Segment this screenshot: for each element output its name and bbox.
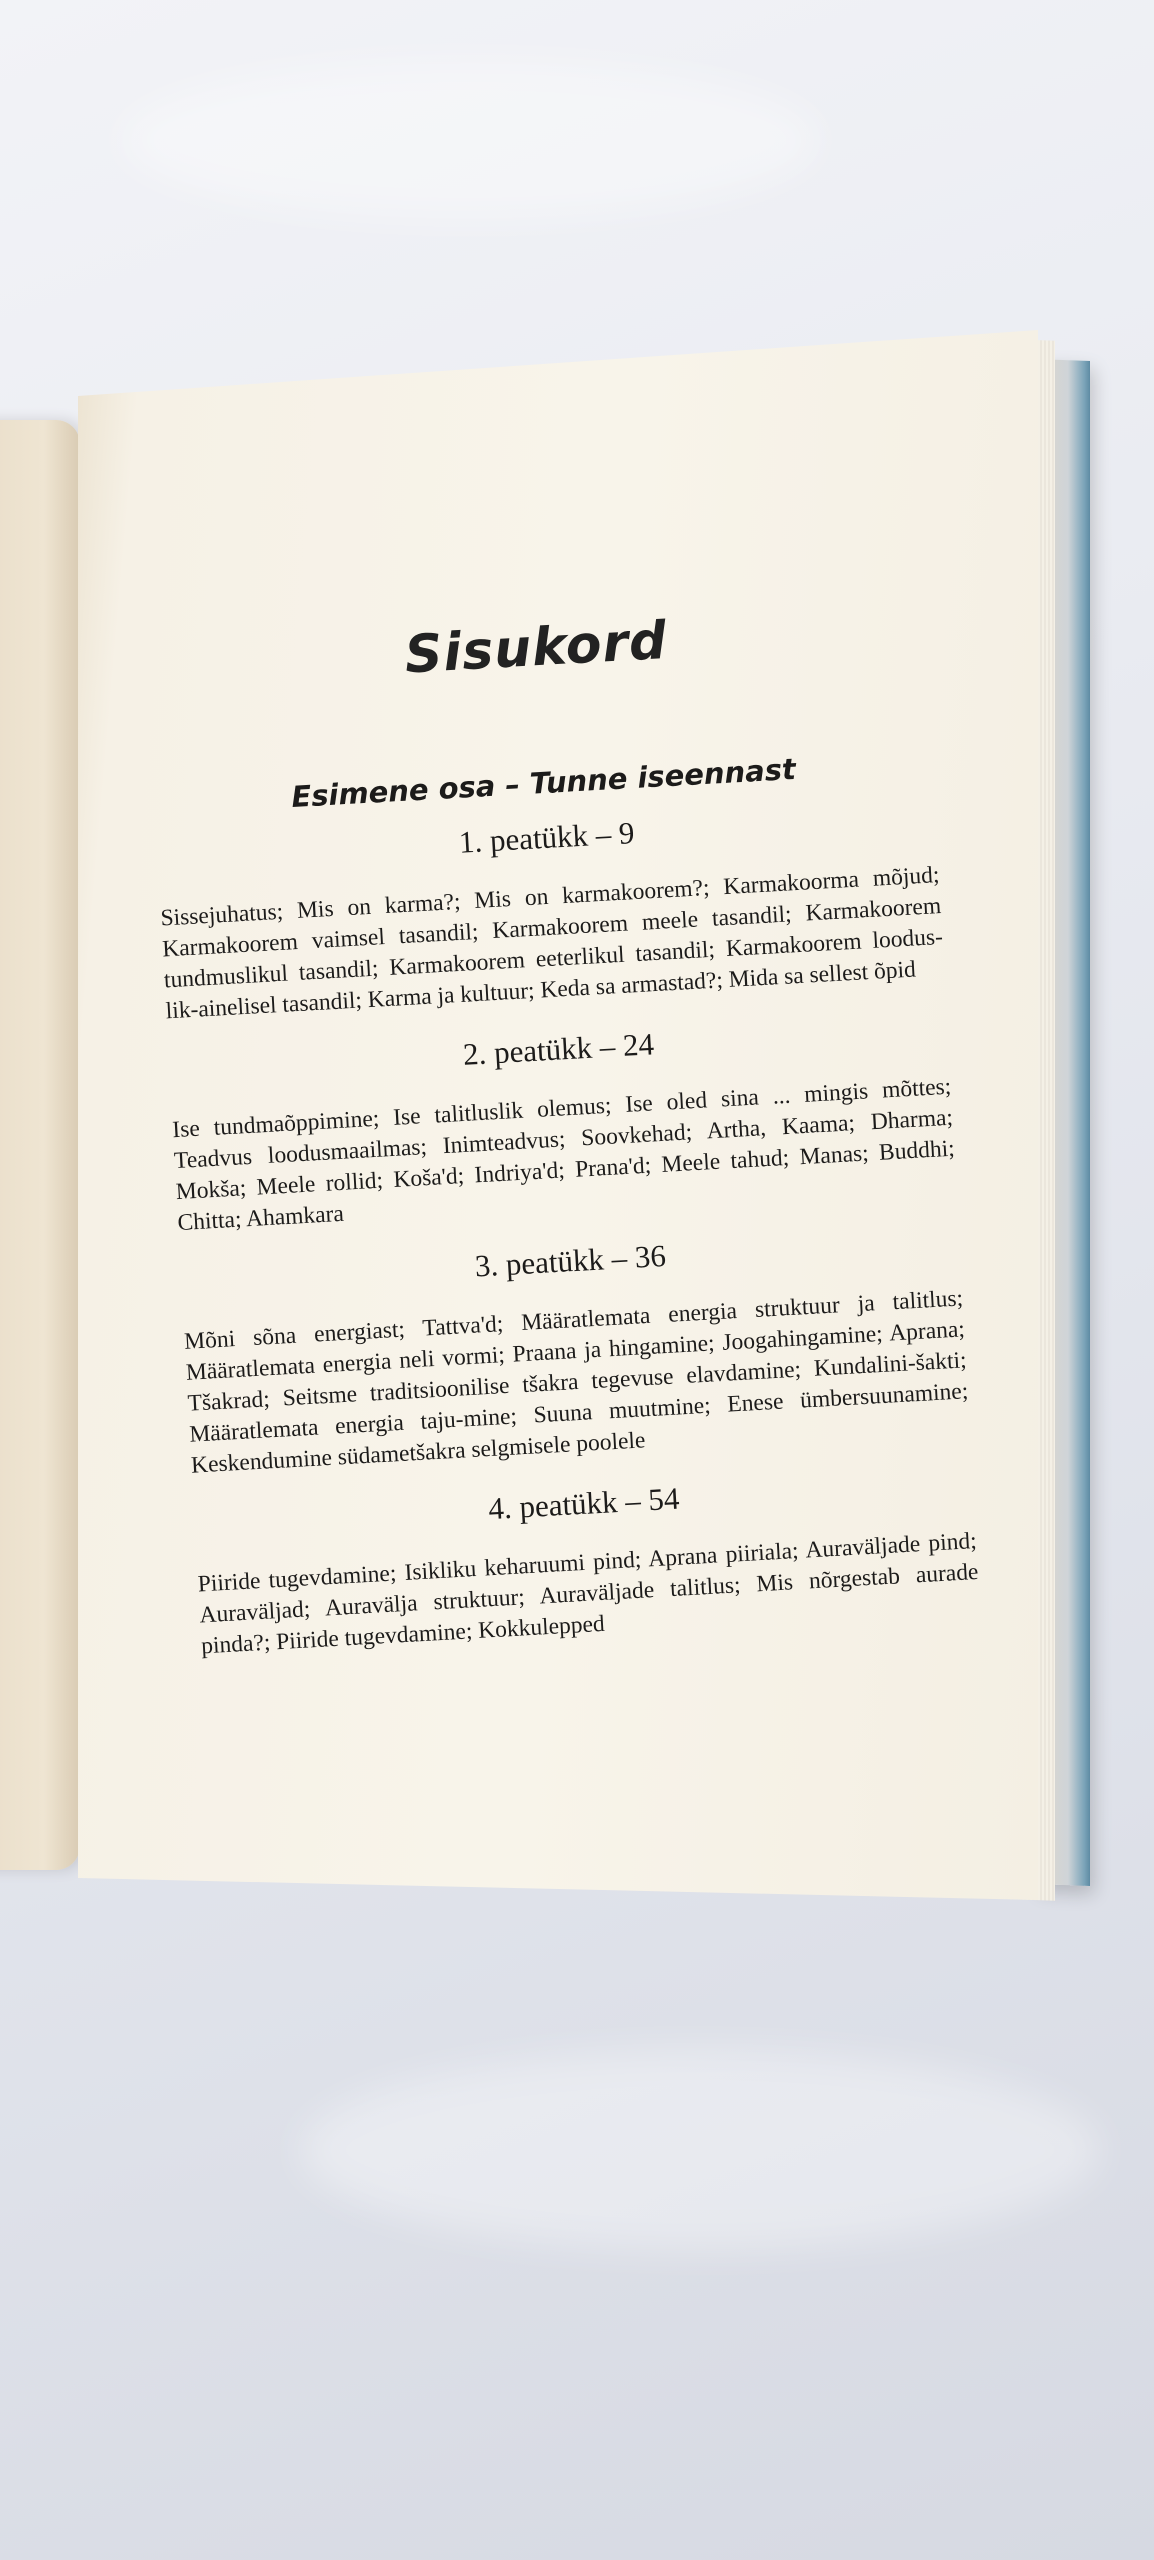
chapter-heading: 2. peatükk – 24 <box>462 1026 655 1072</box>
part-heading: Esimene osa – Tunne iseennast <box>290 751 797 815</box>
table-of-contents <box>145 596 982 1688</box>
chapter-contents: Sissejuhatus; Mis on karma?; Mis on karmakoorem?; Karmakoorma mõjud; Karmakoorem vaimsel tasandil; Karmakoorem meele tasandil; Karmakoorem tundmuslikul tasandil; Karmakoorem eeterlikul tasandil; Karmakoorem loodus-lik-ainelisel tasandil; Karma ja kultuur; Keda sa armastad?; Mida sa sellest õpid <box>159 862 944 1025</box>
left-page-edge <box>0 420 80 1870</box>
background-fold <box>300 2050 1100 2250</box>
chapter-contents: Ise tundmaõppimine; Ise talitluslik olemus; Ise oled sina ... mingis mõttes; Teadvus loodusmaailmas; Inimteadvus; Soovkehad; Artha, Kaama; Dharma; Mokša; Meele rollid; Koša'd; Indriya'd; Prana'd; Meele tahud; Manas; Buddhi; Chitta; Ahamkara <box>171 1073 956 1237</box>
chapter-contents: Piiride tugevdamine; Isikliku keharuumi pind; Aprana piiriala; Auraväljade pind; Auraväljad; Auravälja struktuur; Auraväljade talitlus; Mis nõrgestab aurade pinda?; Piiride tugevdamine; Kokkulepped <box>197 1528 980 1660</box>
page-title: Sisukord <box>403 610 669 686</box>
chapter-contents: Mõni sõna energiast; Tattva'd; Määratlemata energia struktuur ja talitlus; Määratlemata energia neli vormi; Praana ja hingamine; Joogahingamine; Aprana; Tšakrad; Seitsme traditsioonilise tšakra tegevuse elavdamine; Kundalini-šakti; Määratlemata energia taju-mine; Suuna muutmine; Enese ümbersuunamine; Keskendumine südametšakra selgmisele poolele <box>183 1285 969 1479</box>
chapter-heading: 4. peatükk – 54 <box>487 1480 681 1527</box>
background-fold <box>120 60 820 220</box>
chapter-heading: 1. peatükk – 9 <box>457 815 636 860</box>
chapter-heading: 3. peatükk – 36 <box>473 1237 667 1284</box>
